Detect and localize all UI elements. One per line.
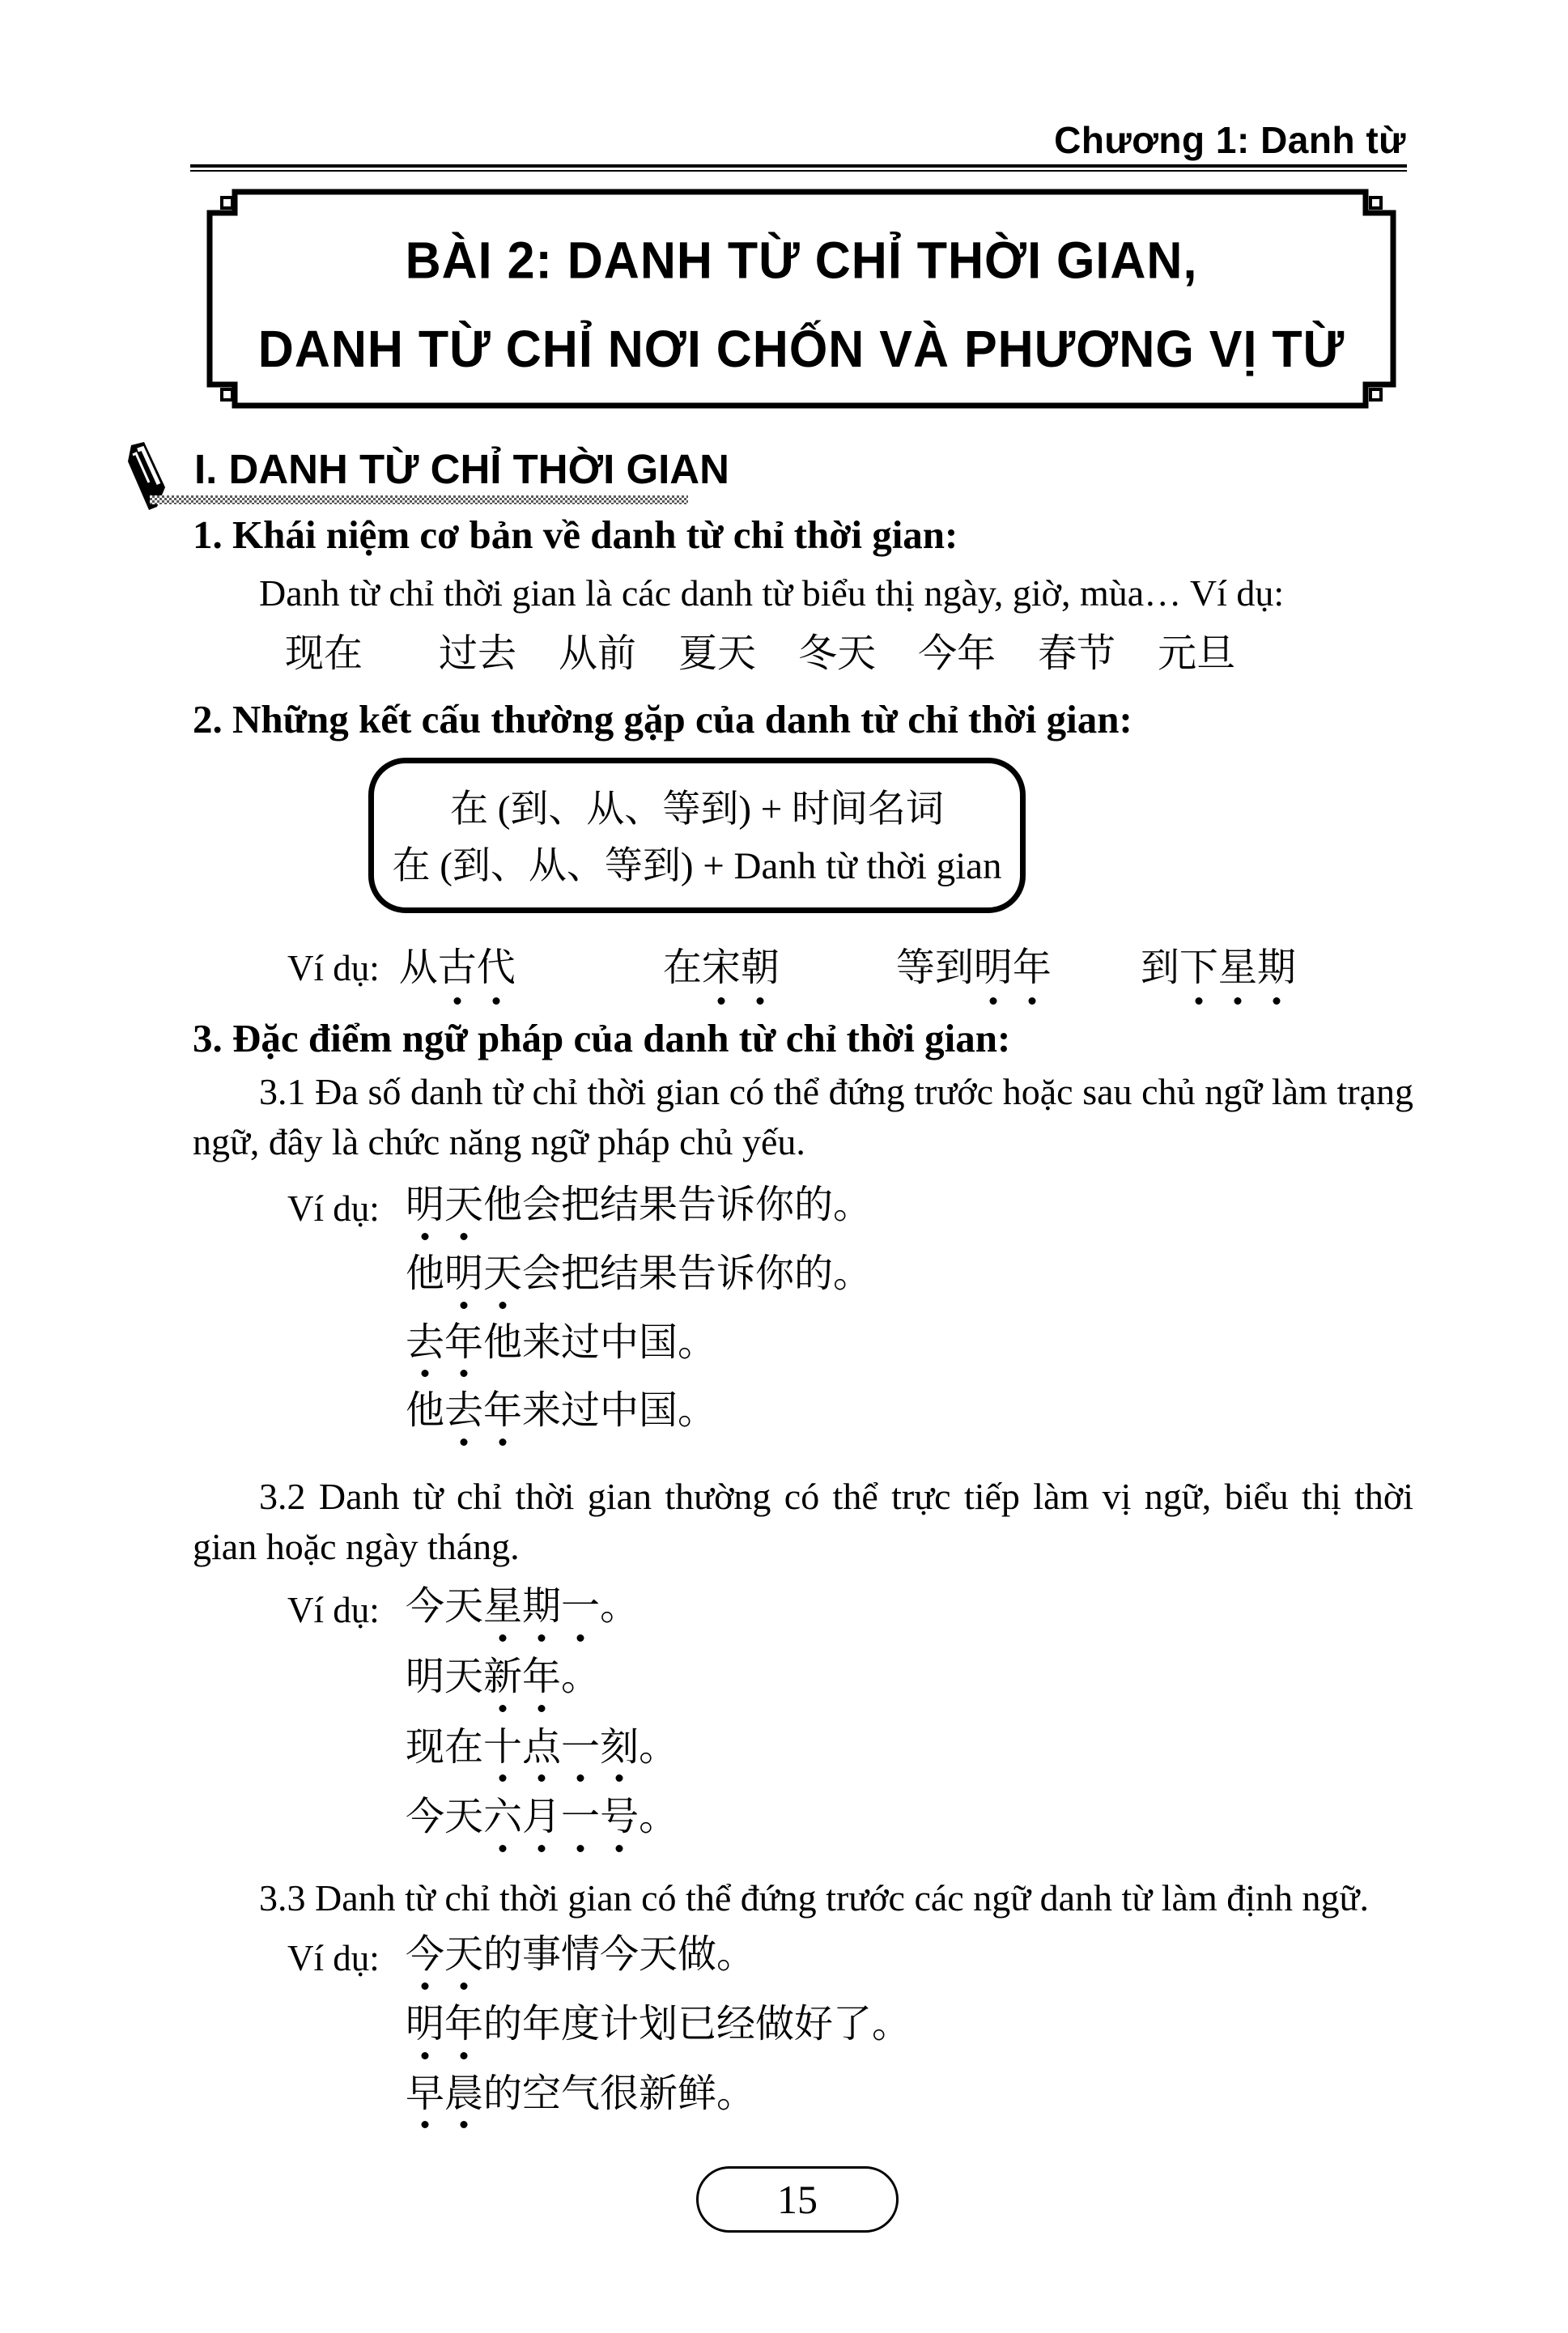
example-label: Ví dụ: <box>287 1938 380 1978</box>
examples-3-3 <box>287 1933 911 2141</box>
subsection-3-heading: 3. Đặc điểm ngữ pháp của danh từ chỉ thời gian: <box>193 1016 1011 1060</box>
pattern-example: 在宋朝 <box>663 936 780 992</box>
time-noun-word: 从前 <box>559 632 637 675</box>
example-label: Ví dụ: <box>287 1188 380 1229</box>
paragraph-3-1: 3.1 Đa số danh từ chỉ thời gian có thể đứng trước hoặc sau chủ ngữ làm trạng ngữ, đây là chức năng ngữ pháp chủ yếu. <box>193 1071 1413 1162</box>
lesson-title-line1: BÀI 2: DANH TỪ CHỈ THỜI GIAN, <box>405 231 1198 290</box>
time-noun-examples-row <box>285 622 1235 678</box>
example-sentence: 明天新年。 <box>406 1655 601 1698</box>
section-heading: I. DANH TỪ CHỈ THỜI GIAN <box>194 446 729 492</box>
header-double-rule <box>190 164 1407 172</box>
pattern-example: 等到明年 <box>896 936 1052 992</box>
lesson-title <box>239 216 1364 393</box>
example-sentence: 他明天会把结果告诉你的。 <box>406 1251 873 1295</box>
example-sentence: 他去年来过中国。 <box>406 1389 717 1433</box>
chapter-running-head: Chương 1: Danh từ <box>1054 119 1406 161</box>
example-sentence: 去年他来过中国。 <box>406 1320 717 1364</box>
time-noun-word: 现在 <box>285 632 363 675</box>
corner-square-tr <box>1370 198 1381 208</box>
section-heading-underline <box>150 495 688 504</box>
example-sentence: 今天的事情今天做。 <box>406 1933 756 1976</box>
time-noun-word: 元旦 <box>1158 632 1236 675</box>
example-label: Ví dụ: <box>287 948 380 988</box>
examples-3-1 <box>287 1183 872 1458</box>
pattern-line2: 在 (到、从、等到) + Danh từ thời gian <box>392 845 1002 887</box>
paragraph-3-2: 3.2 Danh từ chỉ thời gian thường có thể trực tiếp làm vị ngữ, biểu thị thời gian hoặc ngày tháng. <box>193 1476 1413 1567</box>
time-noun-word: 冬天 <box>798 632 877 675</box>
example-sentence: 今天星期一。 <box>406 1585 640 1628</box>
time-noun-word: 今年 <box>918 632 996 675</box>
examples-3-2 <box>287 1585 678 1866</box>
time-noun-word: 夏天 <box>678 632 757 675</box>
example-sentence: 明年的年度计划已经做好了。 <box>406 2002 911 2046</box>
subsection-1-heading: 1. Khái niệm cơ bản về danh từ chỉ thời gian: <box>193 512 958 557</box>
example-sentence: 今天六月一号。 <box>406 1795 678 1839</box>
lesson-title-line2: DANH TỪ CHỈ NƠI CHỐN VÀ PHƯƠNG VỊ TỪ <box>257 320 1345 378</box>
example-label: Ví dụ: <box>287 1590 380 1630</box>
page-number: 15 <box>777 2177 818 2222</box>
corner-square-bl <box>222 389 232 400</box>
pattern-examples-row <box>287 936 1296 992</box>
pattern-example: 从古代 <box>399 936 516 992</box>
corner-square-tl <box>222 198 232 208</box>
subsection-2-heading: 2. Những kết cấu thường gặp của danh từ chỉ thời gian: <box>193 697 1132 742</box>
pattern-example: 到下星期 <box>1141 936 1296 992</box>
subsection-1-body: Danh từ chỉ thời gian là các danh từ biểu thị ngày, giờ, mùa… Ví dụ: <box>259 572 1285 614</box>
paragraph-3-3: 3.3 Danh từ chỉ thời gian có thể đứng trước các ngữ danh từ làm định ngữ. <box>259 1877 1369 1919</box>
pattern-box <box>368 758 1026 913</box>
page-number-badge <box>696 2166 899 2233</box>
time-noun-word: 过去 <box>439 632 517 675</box>
time-noun-word: 春节 <box>1038 632 1116 675</box>
example-sentence: 现在十点一刻。 <box>406 1725 678 1769</box>
pattern-line1: 在 (到、从、等到) + 时间名词 <box>449 788 945 831</box>
example-sentence: 早晨的空气很新鲜。 <box>406 2072 756 2115</box>
example-sentence: 明天他会把结果告诉你的。 <box>406 1183 873 1226</box>
corner-square-br <box>1370 389 1381 400</box>
lesson-title-box <box>206 189 1396 409</box>
